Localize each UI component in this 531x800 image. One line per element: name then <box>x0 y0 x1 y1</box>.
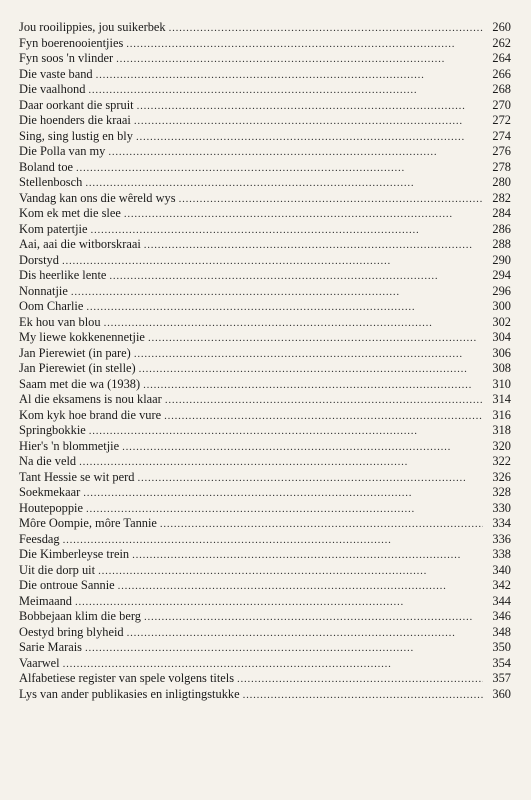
toc-entry-page-number: 320 <box>492 438 511 453</box>
toc-entry-title: Vandag kan ons die wêreld wys <box>19 190 176 205</box>
toc-entry <box>19 36 511 52</box>
toc-entry-title: Ek hou van blou <box>19 314 101 329</box>
toc-entry-title: Hier's 'n blommetjie <box>19 438 120 453</box>
toc-entry <box>19 20 511 36</box>
toc-entry <box>19 609 511 625</box>
toc-entry-title: Sarie Marais <box>19 640 82 654</box>
toc-entry-page-number: 260 <box>492 20 511 34</box>
dot-leader <box>243 688 483 704</box>
toc-entry-title: Springbokkie <box>19 423 86 437</box>
dot-leader <box>75 595 483 611</box>
toc-entry-title: Die Polla van my <box>19 144 106 158</box>
toc-entry <box>19 284 511 300</box>
toc-entry <box>19 563 511 579</box>
dot-leader <box>164 409 483 425</box>
toc-entry <box>19 346 511 362</box>
toc-entry-page-number: 278 <box>492 159 511 174</box>
toc-entry-page-number: 336 <box>492 531 511 546</box>
toc-entry-page-number: 300 <box>492 299 511 313</box>
toc-entry-title: Die ontroue Sannie <box>19 578 115 592</box>
dot-leader <box>179 192 483 208</box>
toc-entry-page-number: 290 <box>492 252 511 267</box>
toc-entry-title: My liewe kokkenennetjie <box>19 330 145 344</box>
dot-leader <box>62 254 483 270</box>
dot-leader <box>90 223 483 239</box>
toc-entry-title: Die Kimberleyse trein <box>19 547 130 561</box>
toc-entry-page-number: 330 <box>492 500 511 515</box>
toc-entry-page-number: 294 <box>492 268 511 282</box>
dot-leader <box>116 52 483 68</box>
toc-entry-page-number: 344 <box>492 593 511 608</box>
toc-entry-page-number: 350 <box>492 640 511 654</box>
toc-entry-title: Saam met die wa (1938) <box>19 376 141 391</box>
toc-entry-page-number: 286 <box>492 221 511 236</box>
dot-leader <box>118 579 483 595</box>
toc-entry <box>19 470 511 486</box>
toc-entry-page-number: 268 <box>492 82 511 96</box>
dot-leader <box>63 533 483 549</box>
dot-leader <box>237 672 483 688</box>
toc-entry <box>19 361 511 377</box>
dot-leader <box>96 68 483 84</box>
toc-entry-page-number: 357 <box>492 671 511 685</box>
toc-entry-title: Oestyd bring blyheid <box>19 624 124 639</box>
toc-entry <box>19 625 511 641</box>
toc-entry-title: Vaarwel <box>19 655 60 670</box>
toc-entry-title: Môre Oompie, môre Tannie <box>19 516 157 530</box>
toc-entry-page-number: 270 <box>492 97 511 112</box>
toc-entry-page-number: 334 <box>492 516 511 530</box>
dot-leader <box>124 207 483 223</box>
toc-entry <box>19 656 511 672</box>
toc-entry-page-number: 276 <box>492 144 511 158</box>
toc-entry <box>19 129 511 145</box>
toc-entry-title: Dorstyd <box>19 252 59 267</box>
toc-entry <box>19 454 511 470</box>
toc-entry-title: Fyn boerenooientjies <box>19 35 124 50</box>
toc-entry-page-number: 306 <box>492 345 511 360</box>
toc-entry-page-number: 296 <box>492 283 511 298</box>
toc-entry <box>19 516 511 532</box>
toc-entry-page-number: 360 <box>492 686 511 701</box>
toc-entry <box>19 578 511 594</box>
dot-leader <box>86 502 483 518</box>
dot-leader <box>134 347 483 363</box>
toc-entry-title: Jan Pierewiet (in stelle) <box>19 361 136 375</box>
toc-entry <box>19 82 511 98</box>
toc-entry-title: Bobbejaan klim die berg <box>19 609 141 623</box>
toc-entry <box>19 175 511 191</box>
toc-entry-title: Soekmekaar <box>19 485 81 499</box>
dot-leader <box>104 316 483 332</box>
toc-entry-title: Nonnatjie <box>19 283 68 298</box>
dot-leader <box>144 610 483 626</box>
toc-entry-page-number: 302 <box>492 314 511 329</box>
toc-entry <box>19 330 511 346</box>
dot-leader <box>132 548 483 564</box>
toc-entry-title: Daar oorkant die spruit <box>19 97 134 112</box>
dot-leader <box>88 83 483 99</box>
toc-entry-title: Lys van ander publikasies en inligtingstukke <box>19 686 240 701</box>
toc-entry-page-number: 354 <box>492 655 511 670</box>
toc-entry-page-number: 318 <box>492 423 511 437</box>
toc-entry-title: Die vaste band <box>19 66 93 81</box>
toc-entry-title: Alfabetiese register van spele volgens titels <box>19 671 235 685</box>
dot-leader <box>165 393 483 409</box>
dot-leader <box>85 176 483 192</box>
toc-entry <box>19 671 511 687</box>
toc-entry <box>19 51 511 67</box>
toc-entry <box>19 594 511 610</box>
dot-leader <box>160 517 483 533</box>
dot-leader <box>86 300 483 316</box>
dot-leader <box>148 331 483 347</box>
toc-entry <box>19 640 511 656</box>
dot-leader <box>85 641 483 657</box>
toc-entry-title: Die vaalhond <box>19 82 86 96</box>
dot-leader <box>136 130 483 146</box>
toc-entry-title: Boland toe <box>19 159 74 174</box>
dot-leader <box>122 440 483 456</box>
toc-entry <box>19 253 511 269</box>
toc-entry-title: Dis heerlike lente <box>19 268 107 282</box>
toc-entry-title: Tant Hessie se wit perd <box>19 469 135 484</box>
toc-entry-page-number: 338 <box>492 547 511 561</box>
toc-entry-page-number: 346 <box>492 609 511 623</box>
dot-leader <box>169 21 483 37</box>
dot-leader <box>89 424 483 440</box>
toc-entry <box>19 67 511 83</box>
toc-entry-page-number: 264 <box>492 51 511 65</box>
dot-leader <box>139 362 483 378</box>
toc-entry <box>19 237 511 253</box>
toc-entry <box>19 532 511 548</box>
dot-leader <box>109 269 483 285</box>
toc-entry-page-number: 262 <box>492 35 511 50</box>
toc-entry-title: Na die veld <box>19 454 77 468</box>
toc-entry-page-number: 326 <box>492 469 511 484</box>
toc-entry-title: Jou rooilippies, jou suikerbek <box>19 20 166 34</box>
toc-entry-title: Houtepoppie <box>19 500 84 515</box>
toc-entry-title: Oom Charlie <box>19 299 84 313</box>
dot-leader <box>76 161 483 177</box>
dot-leader <box>143 378 483 394</box>
toc-entry <box>19 98 511 114</box>
toc-entry-page-number: 310 <box>492 376 511 391</box>
toc-entry-title: Sing, sing lustig en bly <box>19 128 133 143</box>
toc-entry-title: Feesdag <box>19 531 60 546</box>
toc-entry-page-number: 322 <box>492 454 511 468</box>
toc-entry-title: Kom ek met die slee <box>19 206 121 220</box>
toc-entry <box>19 315 511 331</box>
toc-entry <box>19 501 511 517</box>
toc-entry <box>19 160 511 176</box>
toc-entry <box>19 423 511 439</box>
dot-leader <box>79 455 483 471</box>
toc-entry-page-number: 284 <box>492 206 511 220</box>
toc-entry <box>19 408 511 424</box>
toc-entry-title: Aai, aai die witborskraai <box>19 237 141 251</box>
dot-leader <box>137 471 483 487</box>
toc-entry <box>19 485 511 501</box>
toc-entry-title: Al die eksamens is nou klaar <box>19 392 162 406</box>
toc-entry-page-number: 282 <box>492 190 511 205</box>
toc-entry-page-number: 340 <box>492 562 511 577</box>
dot-leader <box>126 37 483 53</box>
toc-entry-page-number: 272 <box>492 113 511 127</box>
toc-entry-title: Meimaand <box>19 593 72 608</box>
table-of-contents <box>19 20 511 702</box>
toc-entry-page-number: 304 <box>492 330 511 344</box>
toc-entry <box>19 299 511 315</box>
dot-leader <box>134 114 483 130</box>
toc-entry-page-number: 316 <box>492 407 511 422</box>
toc-entry-title: Jan Pierewiet (in pare) <box>19 345 131 360</box>
toc-entry-page-number: 280 <box>492 175 511 189</box>
dot-leader <box>137 99 483 115</box>
toc-entry <box>19 268 511 284</box>
toc-entry-title: Kom kyk hoe brand die vure <box>19 407 162 422</box>
toc-entry <box>19 392 511 408</box>
toc-entry-page-number: 348 <box>492 624 511 639</box>
toc-entry-page-number: 266 <box>492 66 511 81</box>
toc-entry-page-number: 288 <box>492 237 511 251</box>
dot-leader <box>83 486 483 502</box>
toc-entry-title: Uit die dorp uit <box>19 562 96 577</box>
dot-leader <box>71 285 483 301</box>
dot-leader <box>63 657 483 673</box>
toc-entry <box>19 687 511 703</box>
toc-entry <box>19 144 511 160</box>
dot-leader <box>98 564 483 580</box>
toc-entry-page-number: 274 <box>492 128 511 143</box>
dot-leader <box>127 626 483 642</box>
toc-entry <box>19 113 511 129</box>
toc-entry-title: Die hoenders die kraai <box>19 113 131 127</box>
toc-entry-page-number: 342 <box>492 578 511 592</box>
toc-entry <box>19 439 511 455</box>
toc-entry-page-number: 328 <box>492 485 511 499</box>
dot-leader <box>144 238 483 254</box>
toc-entry <box>19 377 511 393</box>
toc-entry-page-number: 308 <box>492 361 511 375</box>
toc-entry <box>19 191 511 207</box>
toc-entry-title: Kom patertjie <box>19 221 88 236</box>
toc-entry-page-number: 314 <box>492 392 511 406</box>
toc-entry <box>19 547 511 563</box>
toc-entry <box>19 206 511 222</box>
toc-entry-title: Stellenbosch <box>19 175 83 189</box>
dot-leader <box>108 145 483 161</box>
toc-entry <box>19 222 511 238</box>
toc-entry-title: Fyn soos 'n vlinder <box>19 51 114 65</box>
